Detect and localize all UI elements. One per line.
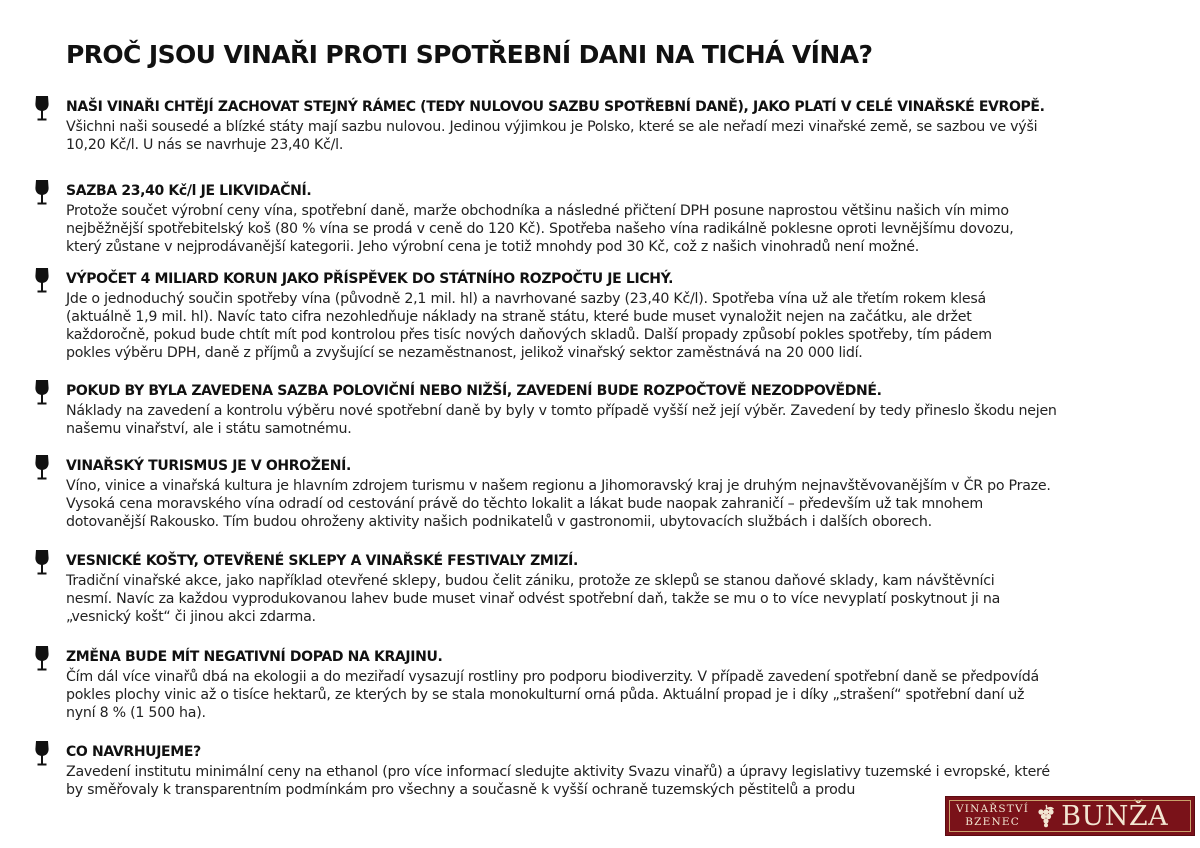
section-heading: VÝPOČET 4 MILIARD KORUN JAKO PŘÍSPĚVEK DO STÁTNÍHO ROZPOČTU JE LICHÝ.: [66, 271, 674, 287]
wine-glass-icon: [34, 741, 50, 767]
wine-glass-icon: [34, 180, 50, 206]
logo-subtitle: [956, 803, 1029, 829]
body-line: dotovanější Rakousko. Tím budou ohroženy aktivity našich podnikatelů v gastronomii, ubytovacích službách i dalších oborech.: [66, 514, 932, 530]
wine-glass-icon: [34, 96, 50, 122]
page-title: PROČ JSOU VINAŘI PROTI SPOTŘEBNÍ DANI NA TICHÁ VÍNA?: [66, 40, 873, 69]
wine-glass-icon: [34, 550, 50, 576]
section-body: [66, 290, 1174, 362]
section-body: [66, 477, 1174, 531]
logo-line-town: BZENEC: [965, 816, 1020, 828]
body-line: nejběžnější spotřebitelský koš (80 % vína se prodá v ceně do 120 Kč). Spotřeba našeho vína radikálně poklesne oproti levnějšímu dovozu,: [66, 221, 1014, 237]
winery-logo: [945, 796, 1195, 836]
body-line: Víno, vinice a vinařská kultura je hlavním zdrojem turismu v našem regionu a Jihomoravský kraj je druhým nejnavštěvovanějším v ČR po Praze.: [66, 478, 1051, 494]
sections-list: [34, 96, 1174, 811]
section-heading: VINAŘSKÝ TURISMUS JE V OHROŽENÍ.: [66, 458, 351, 474]
body-line: Vysoká cena moravského vína odradí od cestování právě do těchto lokalit a lákat bude naopak zahraničí – především už tak mnohem: [66, 496, 983, 512]
body-line: pokles plochy vinic až o tisíce hektarů, ze kterých by se stala monokulturní orná půda. Aktuální propad je i díky „strašení“ spotřební daní už: [66, 687, 1025, 703]
section-wine-events: [34, 550, 1174, 646]
section-budget-calculation: [34, 268, 1174, 380]
logo-brand: BUNŽA: [1061, 800, 1169, 832]
wine-glass-icon: [34, 268, 50, 294]
wine-glass-icon: [34, 646, 50, 672]
section-body: [66, 763, 1174, 799]
section-zero-rate: [34, 96, 1174, 180]
section-heading: SAZBA 23,40 Kč/l JE LIKVIDAČNÍ.: [66, 183, 312, 199]
body-line: pokles výběru DPH, daně z příjmů a zvyšující se nezaměstnanost, jelikož vinařský sektor zaměstnává na 20 000 lidí.: [66, 345, 863, 361]
body-line: každoročně, pokud bude chtít mít pod kontrolou přes tisíc nových daňových skladů. Další propady způsobí pokles spotřeby, tím pádem: [66, 327, 992, 343]
body-line: by směřovaly k transparentním podmínkám pro všechny a současně k vyšší ochraně tuzemských pěstitelů a produ: [66, 782, 856, 798]
body-line: „vesnický košt“ či jinou akci zdarma.: [66, 609, 316, 625]
wine-glass-icon: [34, 380, 50, 406]
section-half-rate: [34, 380, 1174, 455]
section-body: [66, 402, 1174, 438]
section-wine-tourism: [34, 455, 1174, 550]
body-line: nesmí. Navíc za každou vyprodukovanou lahev bude muset vinař odvést spotřební daň, takže se mu o to více nevyplatí poskytnout ji na: [66, 591, 1001, 607]
body-line: Zavedení institutu minimální ceny na ethanol (pro více informací sledujte aktivity Svazu vinařů) a úpravy legislativy tuzemské i evropské, které: [66, 764, 1050, 780]
section-landscape: [34, 646, 1174, 741]
body-line: Tradiční vinařské akce, jako například otevřené sklepy, budou čelit zániku, protože ze sklepů se stanou daňové sklady, kam návštěvníci: [66, 573, 995, 589]
section-body: [66, 572, 1174, 626]
body-line: (aktuálně 1,9 mil. hl). Navíc tato cifra nezohledňuje náklady na straně státu, které bude muset vynaložit nejen na začátku, ale držet: [66, 309, 972, 325]
section-body: [66, 202, 1174, 256]
body-line: Všichni naši sousedé a blízké státy mají sazbu nulovou. Jedinou výjimkou je Polsko, které se ale neřadí mezi vinařské země, se sazbou ve výši: [66, 119, 1038, 135]
grapes-icon: [1035, 804, 1057, 828]
section-heading: POKUD BY BYLA ZAVEDENA SAZBA POLOVIČNÍ NEBO NIŽŠÍ, ZAVEDENÍ BUDE ROZPOČTOVĚ NEZODPOVĚDNÉ.: [66, 383, 882, 399]
body-line: který zůstane v nejprodávanější kategorii. Jeho výrobní cena je totiž mnohdy pod 30 Kč, což z našich vinohradů není možné.: [66, 239, 920, 255]
section-heading: VESNICKÉ KOŠTY, OTEVŘENÉ SKLEPY A VINAŘSKÉ FESTIVALY ZMIZÍ.: [66, 553, 578, 569]
body-line: Protože součet výrobní ceny vína, spotřební daně, marže obchodníka a následné přičtení DPH posune naprostou většinu našich vín mimo: [66, 203, 1009, 219]
section-body: [66, 668, 1174, 722]
section-heading: ZMĚNA BUDE MÍT NEGATIVNÍ DOPAD NA KRAJINU.: [66, 649, 443, 665]
body-line: našemu vinařství, ale i státu samotnému.: [66, 421, 352, 437]
body-line: nyní 8 % (1 500 ha).: [66, 705, 206, 721]
body-line: Náklady na zavedení a kontrolu výběru nové spotřební daně by byly v tomto případě vyšší než její výběr. Zavedení by tedy přineslo škodu nejen: [66, 403, 1057, 419]
wine-glass-icon: [34, 455, 50, 481]
body-line: Jde o jednoduchý součin spotřeby vína (původně 2,1 mil. hl) a navrhované sazby (23,40 Kč/l). Spotřeba vína už ale třetím rokem klesá: [66, 291, 986, 307]
section-heading: CO NAVRHUJEME?: [66, 744, 201, 760]
body-line: Čím dál více vinařů dbá na ekologii a do meziřadí vysazují rostliny pro podporu biodiverzity. V případě zavedení spotřební daně se předpovídá: [66, 669, 1039, 685]
section-body: [66, 118, 1174, 154]
section-rate-liquidating: [34, 180, 1174, 268]
body-line: 10,20 Kč/l. U nás se navrhuje 23,40 Kč/l.: [66, 137, 344, 153]
section-heading: NAŠI VINAŘI CHTĚJÍ ZACHOVAT STEJNÝ RÁMEC (TEDY NULOVOU SAZBU SPOTŘEBNÍ DANĚ), JAKO PLATÍ V CELÉ VINAŘSKÉ EVROPĚ.: [66, 99, 1045, 115]
logo-line-winery: VINAŘSTVÍ: [956, 803, 1030, 815]
